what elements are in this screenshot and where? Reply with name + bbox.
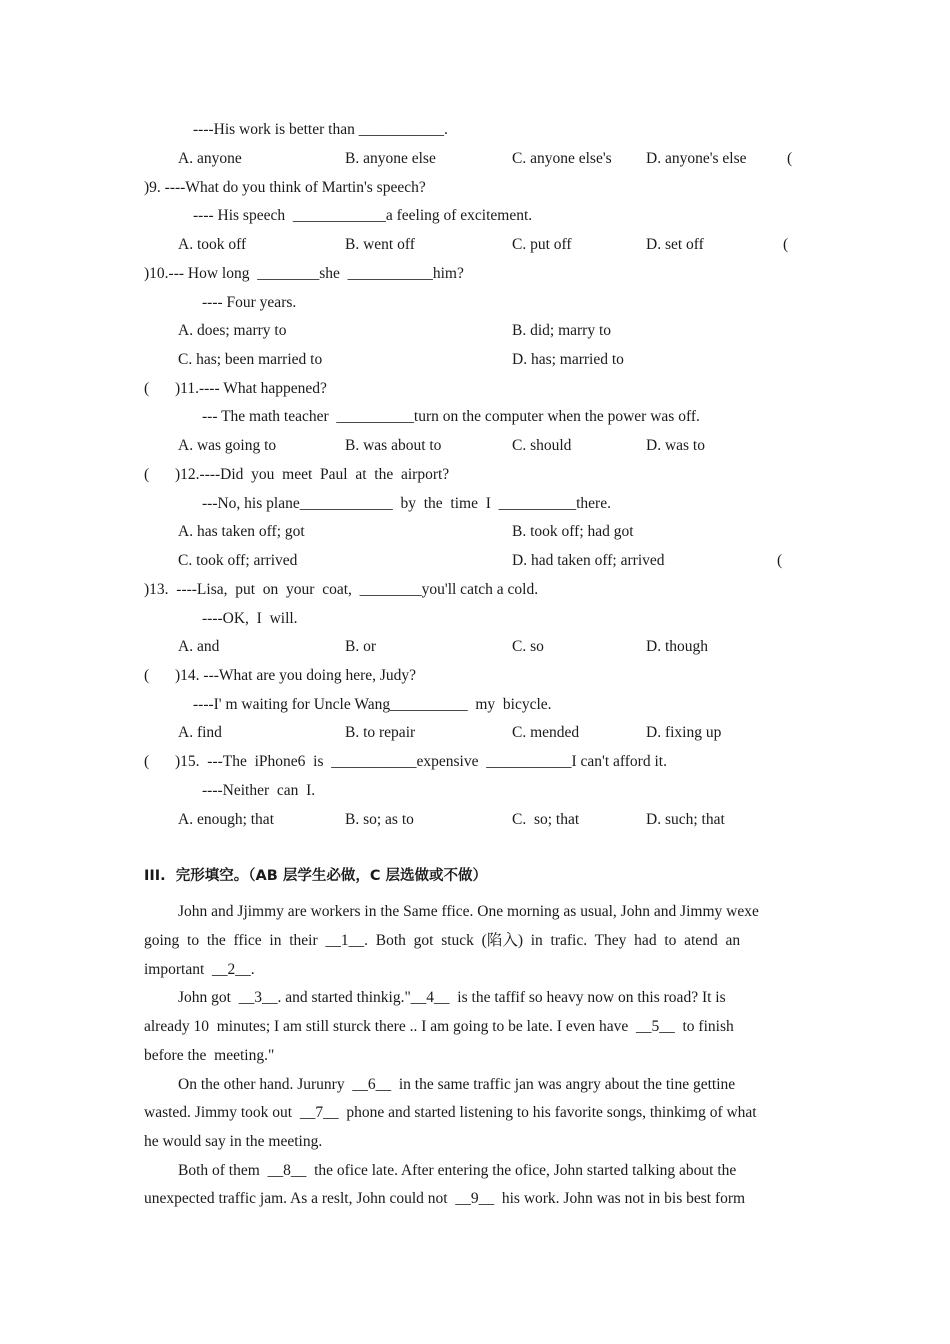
q11-option-b: B. was about to — [345, 437, 442, 454]
q9-answer-line: ---- His speech ____________a feeling of excitement. — [193, 207, 533, 224]
cloze-p1-line3-b: . — [250, 961, 255, 978]
q9-option-d: D. set off — [646, 236, 704, 253]
q12-option-c: C. took off; arrived — [178, 552, 298, 569]
q12-option-a: A. has taken off; got — [178, 523, 305, 540]
cloze-p2-line1-a: John got — [178, 989, 239, 1006]
q11-option-a: A. was going to — [178, 437, 277, 454]
q15-option-b: B. so; as to — [345, 811, 414, 828]
q14-option-d: D. fixing up — [646, 724, 722, 741]
q14-paren: ( — [144, 667, 150, 684]
q11-answer-line: --- The math teacher __________turn on the computer when the power was off. — [202, 408, 700, 425]
q14-option-c: C. mended — [512, 724, 580, 741]
cloze-p4-line1-b: the ofice late. After entering the ofice, John started talking about the — [306, 1162, 737, 1179]
q9-stem: )9. ----What do you think of Martin's speech? — [144, 179, 426, 196]
q13-option-d: D. though — [646, 638, 708, 655]
q15-stem: )15. ---The iPhone6 is ___________expensive ___________I can't afford it. — [175, 753, 667, 770]
cloze-p4-line1-a: Both of them — [178, 1162, 268, 1179]
q15-option-a: A. enough; that — [178, 811, 274, 828]
cloze-blank-9: __9__ — [455, 1190, 495, 1207]
q10-stem: )10.--- How long ________she ___________him? — [144, 265, 464, 282]
cloze-p1-line2-b: . Both got stuck (陷入) in trafic. They had to atend an — [364, 932, 741, 949]
q10-option-a: A. does; marry to — [178, 322, 287, 339]
cloze-p2-line2-b: to finish — [674, 1018, 734, 1035]
cloze-blank-7: __7__ — [299, 1104, 339, 1121]
cloze-p3-line2-a: wasted. Jimmy took out — [144, 1104, 300, 1121]
q12-paren: ( — [144, 466, 150, 483]
cloze-blank-4: __4__ — [410, 989, 450, 1006]
q9-option-a: A. took off — [178, 236, 247, 253]
q13-answer-line: ----OK, I will. — [202, 610, 298, 627]
q8-answer-line: ----His work is better than ___________. — [193, 121, 448, 138]
cloze-p2-line1 — [178, 988, 726, 1008]
q10-option-c: C. has; been married to — [178, 351, 323, 368]
cloze-blank-2: __2__ — [212, 961, 251, 978]
q13-option-a: A. and — [178, 638, 220, 655]
cloze-p4-line2-b: his work. John was not in bis best form — [494, 1190, 746, 1207]
q11-paren: ( — [144, 380, 150, 397]
cloze-p3-line1 — [178, 1075, 735, 1095]
cloze-p1-line1: John and Jjimmy are workers in the Same ffice. One morning as usual, John and Jimmy wexe — [178, 903, 759, 920]
cloze-p1-line2-a: going to the ffice in their — [144, 932, 326, 949]
q12-option-d: D. had taken off; arrived — [512, 552, 665, 569]
q12-stem: )12.----Did you meet Paul at the airport? — [175, 466, 450, 483]
q10-answer-line: ---- Four years. — [202, 294, 297, 311]
cloze-p3-line1-a: On the other hand. Jurunry — [178, 1076, 353, 1093]
q13-option-c: C. so — [512, 638, 544, 655]
cloze-p3-line3: he would say in the meeting. — [144, 1133, 323, 1150]
cloze-p2-line2 — [144, 1017, 734, 1037]
cloze-blank-1: __1__ — [325, 932, 365, 949]
q14-answer-line: ----I' m waiting for Uncle Wang__________ my bicycle. — [193, 696, 552, 713]
cloze-p2-line1-b: . and started thinkig." — [277, 989, 411, 1006]
q14-stem: )14. ---What are you doing here, Judy? — [175, 667, 417, 684]
cloze-blank-6: __6__ — [352, 1076, 392, 1093]
q10-paren: ( — [783, 236, 789, 253]
q15-paren: ( — [144, 753, 150, 770]
cloze-p1-line3-a: important — [144, 961, 213, 978]
q10-option-d: D. has; married to — [512, 351, 624, 368]
cloze-blank-5: __5__ — [635, 1018, 675, 1035]
q8-option-d: D. anyone's else — [646, 150, 747, 167]
section-3-title: III. 完形填空。（AB 层学生必做，C 层选做或不做） — [144, 868, 488, 884]
q13-paren: ( — [777, 552, 783, 569]
q9-option-c: C. put off — [512, 236, 572, 253]
cloze-blank-3: __3__ — [238, 989, 278, 1006]
q15-option-d: D. such; that — [646, 811, 725, 828]
cloze-p4-line2 — [144, 1189, 745, 1209]
cloze-p2-line3: before the meeting." — [144, 1047, 275, 1064]
q9-option-b: B. went off — [345, 236, 415, 253]
cloze-p1-line2 — [144, 931, 740, 951]
q11-stem: )11.---- What happened? — [175, 380, 327, 397]
q14-option-b: B. to repair — [345, 724, 416, 741]
q9-paren: ( — [787, 150, 793, 167]
q11-option-d: D. was to — [646, 437, 705, 454]
q13-stem: )13. ----Lisa, put on your coat, ________you'll catch a cold. — [144, 581, 539, 598]
q13-option-b: B. or — [345, 638, 376, 655]
cloze-p3-line2-b: phone and started listening to his favorite songs, thinkimg of what — [338, 1104, 757, 1121]
q15-option-c: C. so; that — [512, 811, 580, 828]
q15-answer-line: ----Neither can I. — [202, 782, 316, 799]
cloze-p4-line1 — [178, 1161, 736, 1181]
q12-option-b: B. took off; had got — [512, 523, 634, 540]
cloze-blank-8: __8__ — [267, 1162, 307, 1179]
cloze-p4-line2-a: unexpected traffic jam. As a reslt, John could not — [144, 1190, 456, 1207]
cloze-p1-line3 — [144, 960, 255, 980]
cloze-p2-line2-a: already 10 minutes; I am still sturck there .. I am going to be late. I even have — [144, 1018, 636, 1035]
q8-option-a: A. anyone — [178, 150, 242, 167]
cloze-p2-line1-c: is the taffif so heavy now on this road? It is — [449, 989, 726, 1006]
cloze-p3-line2 — [144, 1103, 757, 1123]
q11-option-c: C. should — [512, 437, 572, 454]
q12-answer-line: ---No, his plane____________ by the time I __________there. — [202, 495, 611, 512]
q10-option-b: B. did; marry to — [512, 322, 612, 339]
cloze-p3-line1-b: in the same traffic jan was angry about the tine gettine — [391, 1076, 736, 1093]
q8-option-c: C. anyone else's — [512, 150, 612, 167]
q14-option-a: A. find — [178, 724, 222, 741]
q8-option-b: B. anyone else — [345, 150, 436, 167]
